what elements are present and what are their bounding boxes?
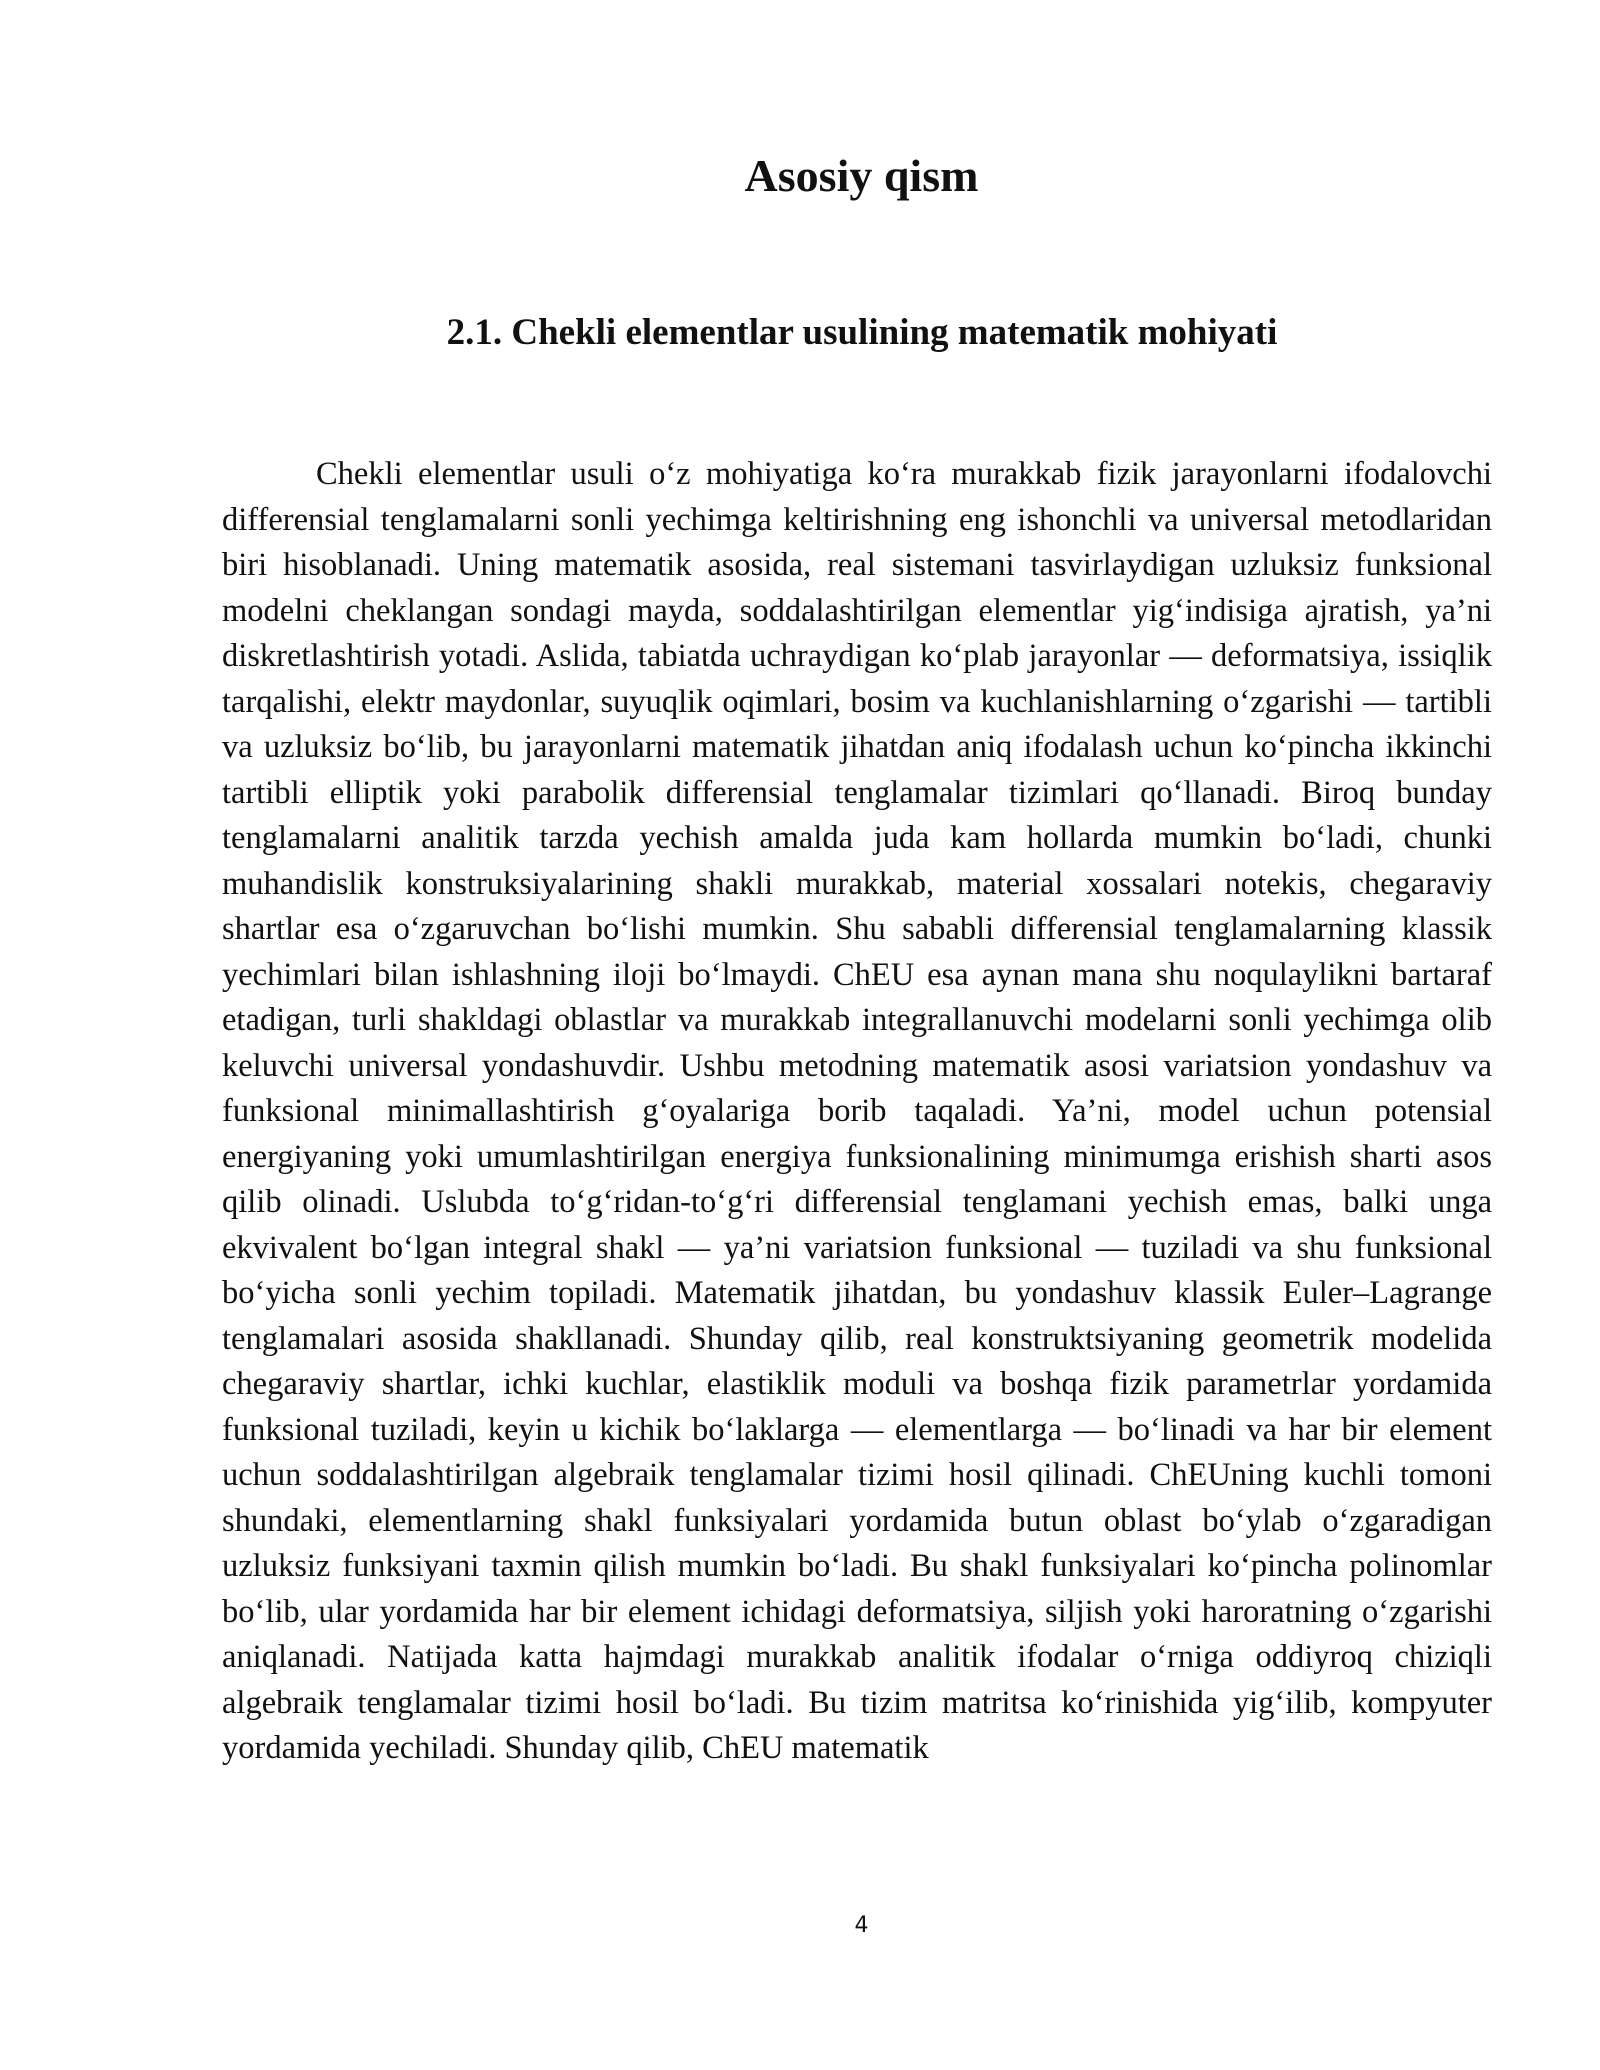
section-heading: 2.1. Chekli elementlar usulining matematik mohiyati <box>446 312 1278 353</box>
body-paragraph: Chekli elementlar usuli o‘z mohiyatiga ko‘ra murakkab fizik jarayonlarni ifodalovchi differensial tenglamalarni sonli yechimga keltirishning eng ishonchli va universal metodlaridan biri hisoblanadi. Uning matematik asosida, real sistemani tasvirlaydigan uzluksiz funksional modelni cheklangan sondagi mayda, soddalashtirilgan elementlar yig‘indisiga ajratish, ya’ni diskretlashtirish yotadi. Aslida, tabiatda uchraydigan ko‘plab jarayonlar — deformatsiya, issiqlik tarqalishi, elektr maydonlar, suyuqlik oqimlari, bosim va kuchlanishlarning o‘zgarishi — tartibli va uzluksiz bo‘lib, bu jarayonlarni matematik jihatdan aniq ifodalash uchun ko‘pincha ikkinchi tartibli elliptik yoki parabolik differensial tenglamalar tizimlari qo‘llanadi. Biroq bunday tenglamalarni analitik tarzda yechish amalda juda kam hollarda mumkin bo‘ladi, chunki muhandislik konstruksiyalarining shakli murakkab, material xossalari notekis, chegaraviy shartlar esa o‘zgaruvchan bo‘lishi mumkin. Shu sababli differensial tenglamalarning klassik yechimlari bilan ishlashning iloji bo‘lmaydi. ChEU esa aynan mana shu noqulaylikni bartaraf etadigan, turli shakldagi oblastlar va murakkab integrallanuvchi modelarni sonli yechimga olib keluvchi universal yondashuvdir. Ushbu metodning matematik asosi variatsion yondashuv va funksional minimallashtirish g‘oyalariga borib taqaladi. Ya’ni, model uchun potensial energiyaning yoki umumlashtirilgan energiya funksionalining minimumga erishish sharti asos qilib olinadi. Uslubda to‘g‘ridan-to‘g‘ri differensial tenglamani yechish emas, balki unga ekvivalent bo‘lgan integral shakl — ya’ni variatsion funksional — tuziladi va shu funksional bo‘yicha sonli yechim topiladi. Matematik jihatdan, bu yondashuv klassik Euler–Lagrange tenglamalari asosida shakllanadi. Shunday qilib, real konstruktsiyaning geometrik modelida chegaraviy shartlar, ichki kuchlar, elastiklik moduli va boshqa fizik parametrlar yordamida funksional tuziladi, keyin u kichik bo‘laklarga — elementlarga — bo‘linadi va har bir element uchun soddalashtirilgan algebraik tenglamalar tizimi hosil qilinadi. ChEUning kuchli tomoni shundaki, elementlarning shakl funksiyalari yordamida butun oblast bo‘ylab o‘zgaradigan uzluksiz funksiyani taxmin qilish mumkin bo‘ladi. Bu shakl funksiyalari ko‘pincha polinomlar bo‘lib, ular yordamida har bir element ichidagi deformatsiya, siljish yoki haroratning o‘zgarishi aniqlanadi. Natijada katta hajmdagi murakkab analitik ifodalar o‘rniga oddiyroq chiziqli algebraik tenglamalar tizimi hosil bo‘ladi. Bu tizim matritsa ko‘rinishida yig‘ilib, kompyuter yordamida yechiladi. Shunday qilib, ChEU matematik <box>222 456 1492 1766</box>
page-title: Asosiy qism <box>744 150 979 201</box>
page-number: 4 <box>854 1913 869 1938</box>
